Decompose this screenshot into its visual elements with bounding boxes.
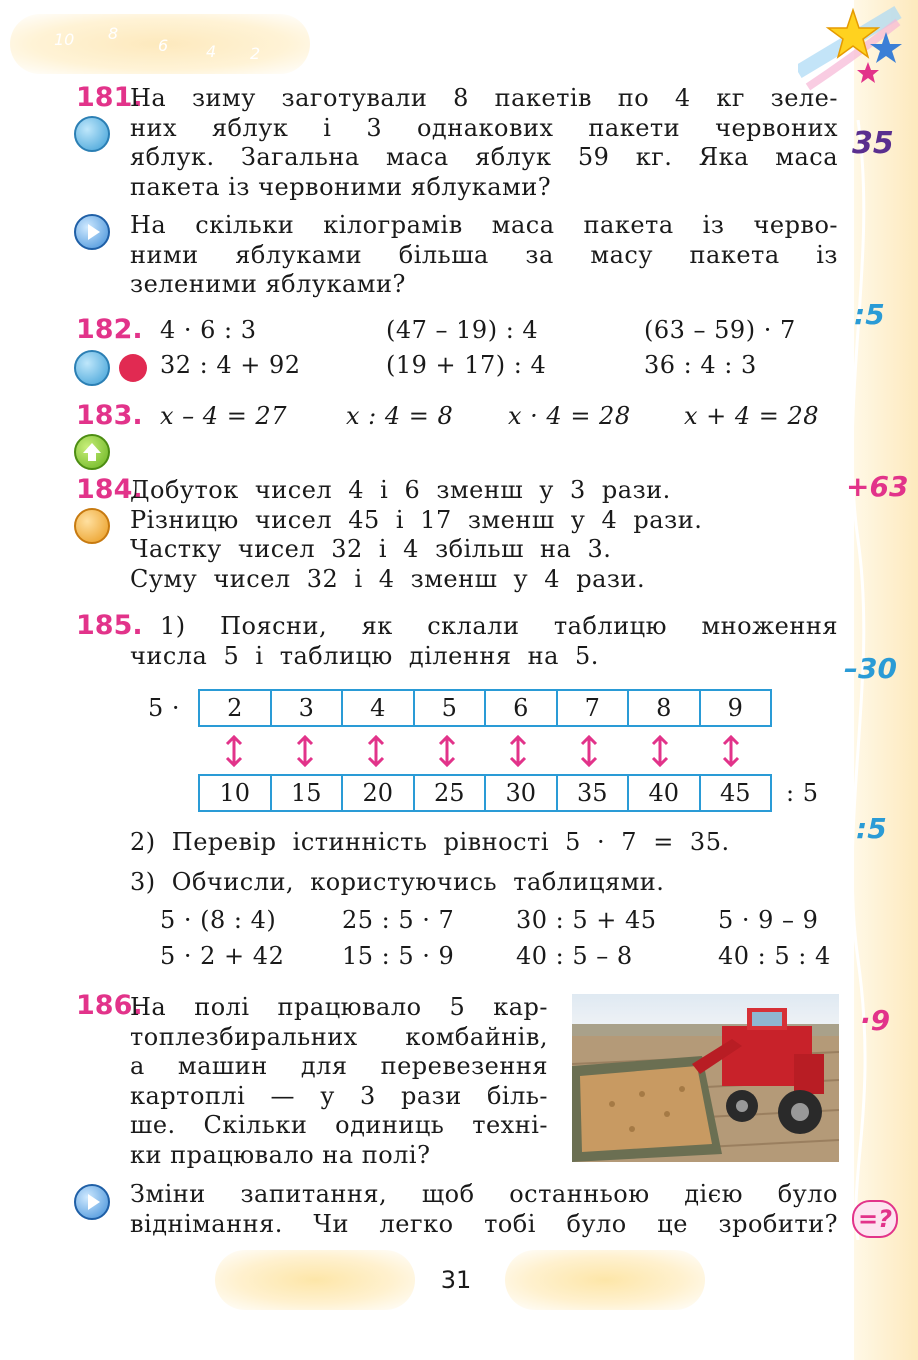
- task-184-line: Частку чисел 32 і 4 збільш на 3.: [130, 535, 612, 563]
- play-icon: [74, 214, 110, 250]
- task-186-line: картоплі — у 3 рази біль-: [130, 1081, 548, 1110]
- margin-label-times9: ·9: [860, 1004, 891, 1037]
- margin-label-div5: :5: [854, 298, 885, 331]
- margin-label-equals-question: =?: [852, 1200, 898, 1238]
- table-right-label: : 5: [786, 779, 819, 807]
- task-number-181: 181.: [76, 82, 143, 113]
- puzzle-icon: [74, 350, 110, 386]
- task-184-line: Різницю чисел 45 і 17 зменш у 4 рази.: [130, 505, 703, 534]
- table-cell: 4: [343, 691, 415, 725]
- task-185-item-2: 2) Перевір істинність рівності 5 · 7 = 35.: [130, 828, 730, 856]
- table-cell: 8: [629, 691, 701, 725]
- task-185-text: [130, 612, 838, 671]
- task-181-question-line: зеленими яблуками?: [130, 270, 406, 298]
- table-cell: 35: [558, 776, 630, 810]
- expression: 25 : 5 · 7: [342, 906, 455, 934]
- equation: x : 4 = 8: [346, 402, 454, 430]
- task-186-question: [130, 1180, 838, 1239]
- expression: 5 · 2 + 42: [160, 942, 285, 970]
- expression: (63 – 59) · 7: [644, 316, 796, 344]
- cloud-number: 2: [250, 44, 261, 63]
- task-186-line: На полі працювало 5 кар-: [130, 993, 548, 1021]
- cloud-number: 10: [54, 30, 75, 49]
- expression: (19 + 17) : 4: [386, 351, 547, 379]
- expression: 32 : 4 + 92: [160, 351, 301, 379]
- table-cell: 30: [486, 776, 558, 810]
- task-number-185: 185.: [76, 610, 143, 641]
- expression: 30 : 5 + 45: [516, 906, 657, 934]
- bottom-cloud-right: [505, 1250, 705, 1310]
- task-181-line: них яблук і 3 однакових пакети червоних: [130, 113, 838, 142]
- double-arrow-icon: [222, 734, 246, 768]
- table-cell: 7: [558, 691, 630, 725]
- table-cell: 9: [727, 694, 743, 722]
- double-arrow-icon: [435, 734, 459, 768]
- task-186-line: топлезбиральних комбайнів,: [130, 1022, 548, 1051]
- cloud-number: 4: [206, 42, 217, 61]
- table-cell: 20: [343, 776, 415, 810]
- table-cell: 45: [719, 779, 751, 807]
- table-left-label: 5 ·: [148, 694, 181, 722]
- green-up-arrow-icon: [74, 434, 110, 470]
- division-table-row: [198, 774, 772, 812]
- cloud-number: 6: [158, 36, 169, 55]
- page-number: 31: [440, 1266, 472, 1294]
- expression: 5 · (8 : 4): [160, 906, 277, 934]
- task-185-line: числа 5 і таблицю ділення на 5.: [130, 641, 599, 670]
- task-186-line: а машин для перевезення: [130, 1052, 548, 1080]
- top-number-cloud: [10, 14, 310, 74]
- task-181-line: пакета із червоними яблуками?: [130, 172, 552, 201]
- double-arrow-icon: [648, 734, 672, 768]
- expression: 4 · 6 : 3: [160, 316, 257, 344]
- table-cell: 40: [629, 776, 701, 810]
- expression: 15 : 5 · 9: [342, 942, 455, 970]
- table-cell: 5: [415, 691, 487, 725]
- task-185-item-3: 3) Обчисли, користуючись таблицями.: [130, 868, 665, 896]
- task-number-184: 184.: [76, 474, 143, 505]
- equation: x – 4 = 27: [160, 402, 287, 430]
- play-icon: [74, 1184, 110, 1220]
- double-arrow-icon: [577, 734, 601, 768]
- task-186-question-line: віднімання. Чи легко тобі було це зробити?: [130, 1209, 838, 1238]
- multiplication-table-row: [198, 689, 772, 727]
- task-186-line: ки працювало на полі?: [130, 1140, 431, 1169]
- bottom-cloud-left: [215, 1250, 415, 1310]
- double-arrow-icon: [293, 734, 317, 768]
- task-184-text: [130, 476, 838, 594]
- task-number-186: 186.: [76, 990, 143, 1021]
- double-arrow-icon: [364, 734, 388, 768]
- margin-label-minus30: –30: [844, 652, 897, 685]
- expression: 36 : 4 : 3: [644, 351, 757, 379]
- task-181-question: [130, 211, 838, 300]
- task-186-text: [130, 993, 548, 1170]
- task-185-line: 1) Поясни, як склали таблицю множення: [160, 612, 838, 640]
- expression: (47 – 19) : 4: [386, 316, 539, 344]
- task-number-182: 182.: [76, 314, 143, 345]
- expression: 40 : 5 – 8: [516, 942, 633, 970]
- expression: 5 · 9 – 9: [718, 906, 819, 934]
- potato-harvester-photo: [572, 994, 839, 1162]
- table-cell: 15: [272, 776, 344, 810]
- task-number-183: 183.: [76, 400, 143, 431]
- task-186-question-line: Зміни запитання, щоб останньою дією було: [130, 1180, 838, 1208]
- double-arrow-icon: [719, 734, 743, 768]
- task-181-question-line: На скільки кілограмів маса пакета із черво-: [130, 211, 838, 239]
- margin-label-35: 35: [852, 126, 894, 161]
- margin-label-plus63: +63: [846, 470, 909, 503]
- expression: 40 : 5 : 4: [718, 942, 831, 970]
- double-arrow-icon: [506, 734, 530, 768]
- table-cell: 2: [200, 691, 272, 725]
- task-181-line: На зиму заготували 8 пакетів по 4 кг зеле-: [130, 84, 838, 112]
- task-181-line: яблук. Загальна маса яблук 59 кг. Яка маса: [130, 143, 838, 171]
- puzzle-icon: [74, 116, 110, 152]
- task-186-line: ше. Скільки одиниць техні-: [130, 1111, 548, 1139]
- margin-label-div5-2: :5: [856, 812, 887, 845]
- puzzle-orange-icon: [74, 508, 110, 544]
- table-cell: 25: [415, 776, 487, 810]
- equation: x · 4 = 28: [508, 402, 631, 430]
- task-184-line: Суму чисел 32 і 4 зменш у 4 рази.: [130, 564, 646, 593]
- table-cell: 10: [200, 776, 272, 810]
- task-181-text: [130, 84, 838, 202]
- task-181-question-line: ними яблуками більша за масу пакета із: [130, 240, 838, 269]
- table-cell: 6: [486, 691, 558, 725]
- table-cell: 3: [272, 691, 344, 725]
- equation: x + 4 = 28: [684, 402, 820, 430]
- task-184-line: Добуток чисел 4 і 6 зменш у 3 рази.: [130, 476, 671, 504]
- red-dot-icon: [119, 354, 147, 382]
- cloud-number: 8: [108, 24, 119, 43]
